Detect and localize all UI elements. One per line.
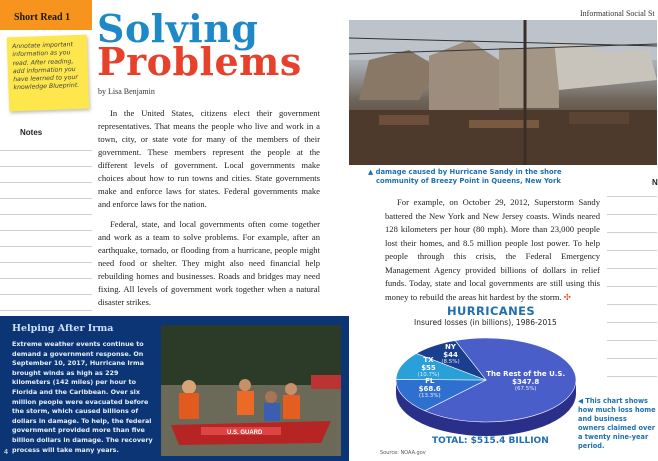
title-line-2: Problems bbox=[97, 39, 302, 84]
article-paragraph-3 bbox=[385, 196, 600, 304]
short-read-tab bbox=[0, 0, 92, 30]
pie-label-percent: (67.5%) bbox=[514, 385, 537, 392]
photo-caption-line-2: community of Breezy Point in Queens, New York bbox=[376, 177, 561, 185]
pie-label-percent: (10.7%) bbox=[417, 372, 440, 379]
page-title bbox=[97, 6, 302, 84]
hurricane-damage-photo bbox=[349, 20, 657, 165]
chart-total-label: TOTAL: $515.4 BILLION bbox=[432, 436, 549, 446]
pie-label-value: $68.6 bbox=[418, 385, 441, 394]
pie-label-value: $55 bbox=[421, 364, 436, 373]
pie-labels bbox=[392, 330, 580, 442]
pie-label-the-rest-of-the-u-s- bbox=[486, 370, 566, 392]
byline: by Lisa Benjamin bbox=[98, 87, 155, 96]
pie-label-value: $44 bbox=[443, 350, 458, 359]
end-mark-icon: ✣ bbox=[563, 291, 571, 302]
pie-label-percent: (8.5%) bbox=[441, 358, 460, 365]
pie-label-ny bbox=[411, 343, 491, 365]
pie-label-name: TX bbox=[423, 356, 434, 365]
pie-label-fl bbox=[390, 377, 470, 399]
sidebar-title: Helping After Irma bbox=[12, 323, 114, 334]
chart-source: Source: NOAA.gov bbox=[380, 450, 426, 456]
pie-label-name: The Rest of the U.S. bbox=[486, 369, 566, 378]
page-number: 4 bbox=[4, 449, 8, 456]
article-paragraph-1: In the United States, citizens elect their government representatives. That means the people who live and work in a town, city, or state vote for many of the members of their government. These members represent the people at the different levels of government. Local governments make choices about how to run towns and cities. State governments make and enforce laws for states. Federal governments make and enforce laws for the nation. bbox=[98, 108, 320, 209]
photo-caption bbox=[368, 168, 568, 186]
title-line-1: Solving bbox=[97, 6, 259, 51]
boat-hull-text: U.S. GUARD bbox=[227, 430, 263, 436]
rescue-boat-photo bbox=[161, 325, 341, 456]
pie-label-percent: (13.3%) bbox=[418, 393, 441, 400]
sticky-note-text: Annotate important information as you read. After reading, add information you have learned to your knowledge Blueprint. bbox=[11, 41, 80, 92]
short-read-label: Short Read 1 bbox=[14, 12, 71, 23]
chart-caption: ◀ This chart shows how much loss home and business owners claimed over a twenty nine-year period. bbox=[578, 397, 656, 450]
annotation-sticky-note bbox=[7, 35, 90, 112]
pie-label-name: FL bbox=[425, 377, 435, 386]
notes-label: Notes bbox=[20, 128, 43, 137]
sidebar-text: Extreme weather events continue to demand a government response. On September 10, 2017, Hurricane Irma brought winds as high as 229 kilometers (142 miles) per hour to Florida and the Caribbean. Over six million people were evacuated before the storm, which caused billions of dollars in damage. To help, the federal government provided more than five billion dollars in damage. The recovery process will take many years. bbox=[12, 340, 153, 454]
notes-side-mark: N bbox=[652, 178, 658, 187]
paragraph-3-text: For example, on October 29, 2012, Superstorm Sandy battered the New York and New Jersey coasts. Winds neared 128 kilometers per hour (80 mph). More than 23,000 people lost their homes, and 8.5 million people lost power. To help people through this crisis, the Federal Emergency Management Agency provided billions of dollars in relief funds. Today, state and local governments are still using this money to rebuild the areas hit hardest by the storm. bbox=[385, 197, 600, 302]
chart-title: HURRICANES bbox=[447, 304, 536, 318]
article-paragraph-2: Federal, state, and local governments often come together and work as a team to solve problems. For example, after an earthquake, tornado, or flooding from a hurricane, people might need food or shelter. They might also need financial help rebuilding homes and businesses. Roads and bridges may need fixing. All levels of government work together when a natural disaster strikes. bbox=[98, 219, 320, 307]
chart-subtitle: Insured losses (in billions), 1986-2015 bbox=[414, 318, 557, 327]
pie-label-name: NY bbox=[445, 342, 456, 351]
pie-label-value: $347.8 bbox=[512, 377, 540, 386]
running-head: Informational Social St bbox=[580, 9, 655, 18]
photo-caption-line-1: ▲ damage caused by Hurricane Sandy in the shore bbox=[368, 168, 562, 176]
